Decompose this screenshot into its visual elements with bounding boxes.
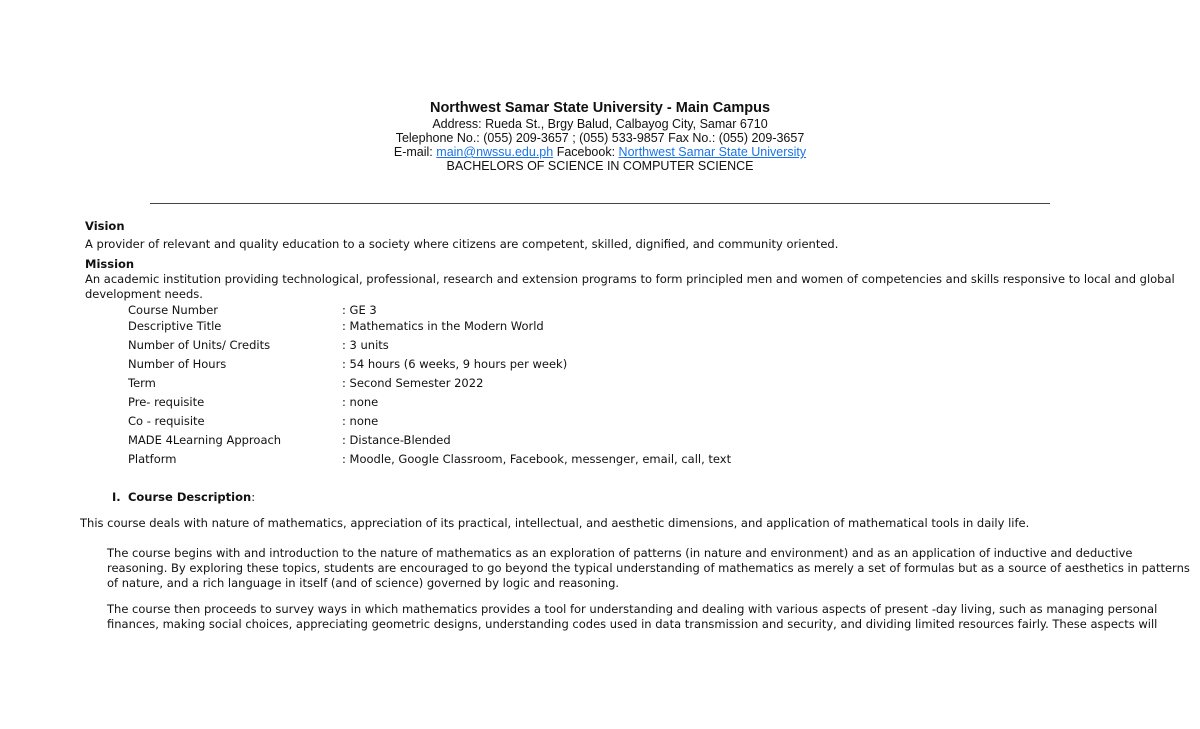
section-number: I. [112, 490, 121, 504]
address-line: Address: Rueda St., Brgy Balud, Calbayog City, Samar 6710 [432, 117, 768, 131]
course-info-label: Descriptive Title [128, 319, 222, 333]
email-label: E-mail: [393, 145, 433, 159]
course-info-label: Number of Units/ Credits [128, 338, 271, 352]
course-info-value: : 54 hours (6 weeks, 9 hours per week) [342, 357, 568, 371]
course-info-value: : 3 units [342, 338, 389, 352]
course-description-p2-line1: The course then proceeds to survey ways in which mathematics provides a tool for understanding and dealing with various aspects of present -day living, such as managing personal [107, 602, 1158, 616]
header-divider [150, 203, 1050, 204]
program-name: BACHELORS OF SCIENCE IN COMPUTER SCIENCE [446, 159, 754, 173]
course-description-intro: This course deals with nature of mathematics, appreciation of its practical, intellectual, and aesthetic dimensions, and application of mathematical tools in daily life. [80, 516, 1030, 530]
course-info-label: Number of Hours [128, 357, 227, 371]
contact-line [0, 145, 1200, 159]
course-info-label: Platform [128, 452, 177, 466]
course-info-value: : none [342, 414, 379, 428]
course-description-p1-line2: reasoning. By exploring these topics, students are encouraged to go beyond the typical understanding of mathematics as merely a set of formulas but as a source of aesthetics in patterns [107, 561, 1190, 575]
telephone-line: Telephone No.: (055) 209-3657 ; (055) 533-9857 Fax No.: (055) 209-3657 [395, 131, 805, 145]
course-info-label: Co - requisite [128, 414, 205, 428]
course-info-value: : GE 3 [342, 303, 377, 317]
course-description-p1-line1: The course begins with and introduction to the nature of mathematics as an exploration of patterns (in nature and environment) and as an application of inductive and deductive [107, 546, 1133, 560]
letterhead [0, 100, 1200, 173]
course-info-label: MADE 4Learning Approach [128, 433, 282, 447]
university-name: Northwest Samar State University - Main Campus [429, 100, 771, 116]
facebook-link[interactable]: Northwest Samar State University [618, 145, 807, 159]
course-info-value: : Second Semester 2022 [342, 376, 484, 390]
course-description-heading [112, 490, 255, 505]
mission-text-line2: development needs. [85, 287, 203, 301]
section-title: Course Description [127, 490, 252, 504]
course-info-label: Term [128, 376, 156, 390]
course-description-p2-line2: finances, making social choices, appreciating geometric designs, understanding codes used in data transmission and security, and dividing limited resources fairly. These aspects will [107, 617, 1158, 631]
vision-heading: Vision [85, 219, 125, 233]
section-colon: : [251, 490, 256, 504]
course-info-value: : none [342, 395, 379, 409]
email-link[interactable]: main@nwssu.edu.ph [436, 145, 554, 159]
mission-text-line1: An academic institution providing technological, professional, research and extension programs to form principled men and women of competencies and skills responsive to local and global [85, 272, 1175, 286]
course-info-value: : Moodle, Google Classroom, Facebook, messenger, email, call, text [342, 452, 732, 466]
facebook-label: Facebook: [556, 145, 616, 159]
mission-heading: Mission [85, 257, 135, 271]
vision-text: A provider of relevant and quality education to a society where citizens are competent, skilled, dignified, and community oriented. [85, 237, 839, 251]
course-description-p1-line3: of nature, and a rich language in itself (and of science) governed by logic and reasoning. [107, 576, 620, 590]
course-info-value: : Distance-Blended [342, 433, 451, 447]
course-info-label: Course Number [128, 303, 219, 317]
course-info-value: : Mathematics in the Modern World [342, 319, 544, 333]
course-info-label: Pre- requisite [128, 395, 205, 409]
